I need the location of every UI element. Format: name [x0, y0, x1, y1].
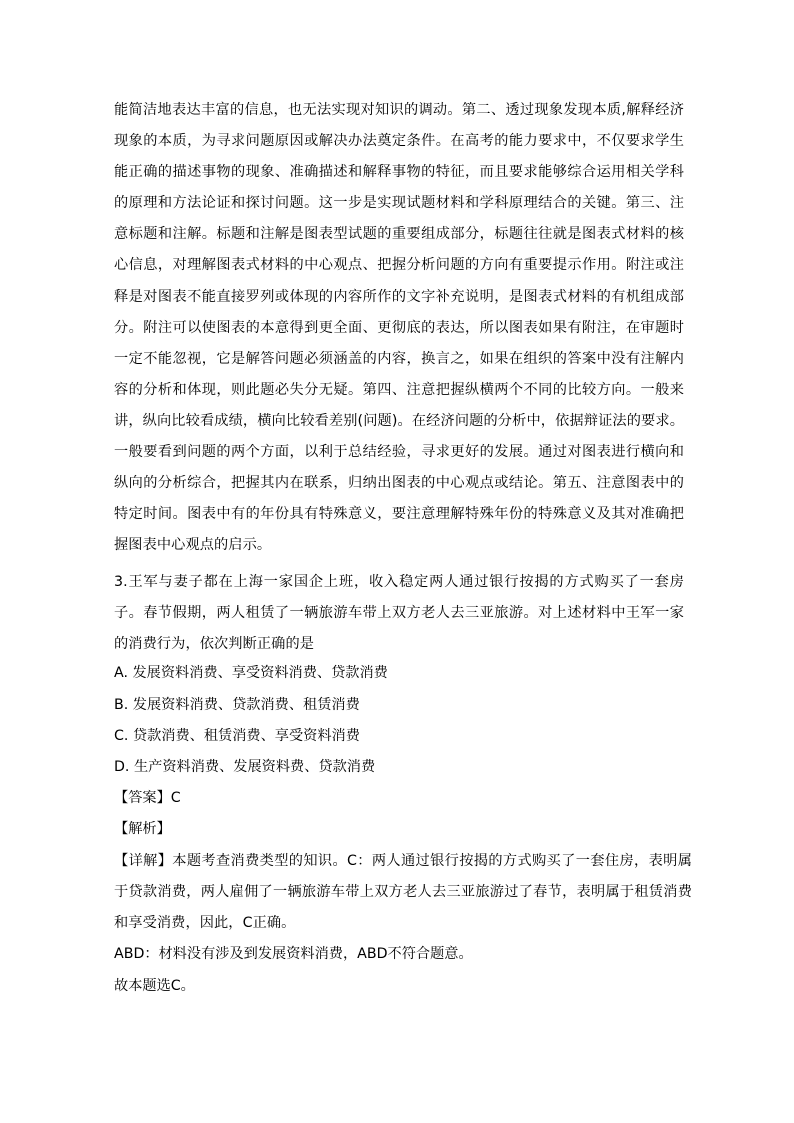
option-b: B. 发展资料消费、贷款消费、租赁消费 — [114, 697, 360, 713]
option-a: A. 发展资料消费、享受资料消费、贷款消费 — [114, 665, 388, 681]
analysis-continuation-paragraph: 能简洁地表达丰富的信息，也无法实现对知识的调动。第二、透过现象发现本质,解释经济现象的本质，为寻求问题原因或解决办法奠定条件。在高考的能力要求中，不仅要求学生能正确的描述事物的现象、准确描述和解释事物的特征，而且要求能够综合运用相关学科的原理和方法论证和探讨问题。这一步是实现试题材料和学科原理结合的关键。第三、注意标题和注解。标题和注解是图表型试题的重要组成部分，标题往往就是图表式材料的核心信息，对理解图表式材料的中心观点、把握分析问题的方向有重要提示作用。附注或注释是对图表不能直接罗列或体现的内容所作的文字补充说明，是图表式材料的有机组成部分。附注可以使图表的本意得到更全面、更彻底的表达，所以图表如果有附注，在审题时一定不能忽视，它是解答问题必须涵盖的内容，换言之，如果在组织的答案中没有注解内容的分析和体现，则此题必失分无疑。第四、注意把握纵横两个不同的比较方向。一般来讲，纵向比较看成绩，横向比较看差别(问题)。在经济问题的分析中，依据辩证法的要求。一般要看到问题的两个方面，以利于总结经验，寻求更好的发展。通过对图表进行横向和纵向的分析综合，把握其内在联系，归纳出图表的中心观点或结论。第五、注意图表中的特定时间。图表中有的年份具有特殊意义，要注意理解特殊年份的特殊意义及其对准确把握图表中心观点的启示。 — [114, 102, 684, 554]
abd-note: ABD：材料没有涉及到发展资料消费，ABD不符合题意。 — [114, 946, 473, 962]
answer-line: 【答案】C — [114, 790, 181, 806]
conclusion-line: 故本题选C。 — [114, 978, 195, 994]
question-stem: 3.王军与妻子都在上海一家国企上班，收入稳定两人通过银行按揭的方式购买了一套房子。春节假期，两人租赁了一辆旅游车带上双方老人去三亚旅游。对上述材料中王军一家的消费行为，依次判断正确的是 — [114, 574, 684, 653]
option-d: D. 生产资料消费、发展资料费、贷款消费 — [114, 759, 376, 775]
analysis-heading: 【解析】 — [114, 821, 171, 837]
option-c: C. 贷款消费、租赁消费、享受资料消费 — [114, 728, 360, 744]
detail-paragraph: 【详解】本题考查消费类型的知识。C：两人通过银行按揭的方式购买了一套住房，表明属于贷款消费，两人雇佣了一辆旅游车带上双方老人去三亚旅游过了春节，表明属于租赁消费和享受消费，因此，C正确。 — [114, 853, 692, 932]
